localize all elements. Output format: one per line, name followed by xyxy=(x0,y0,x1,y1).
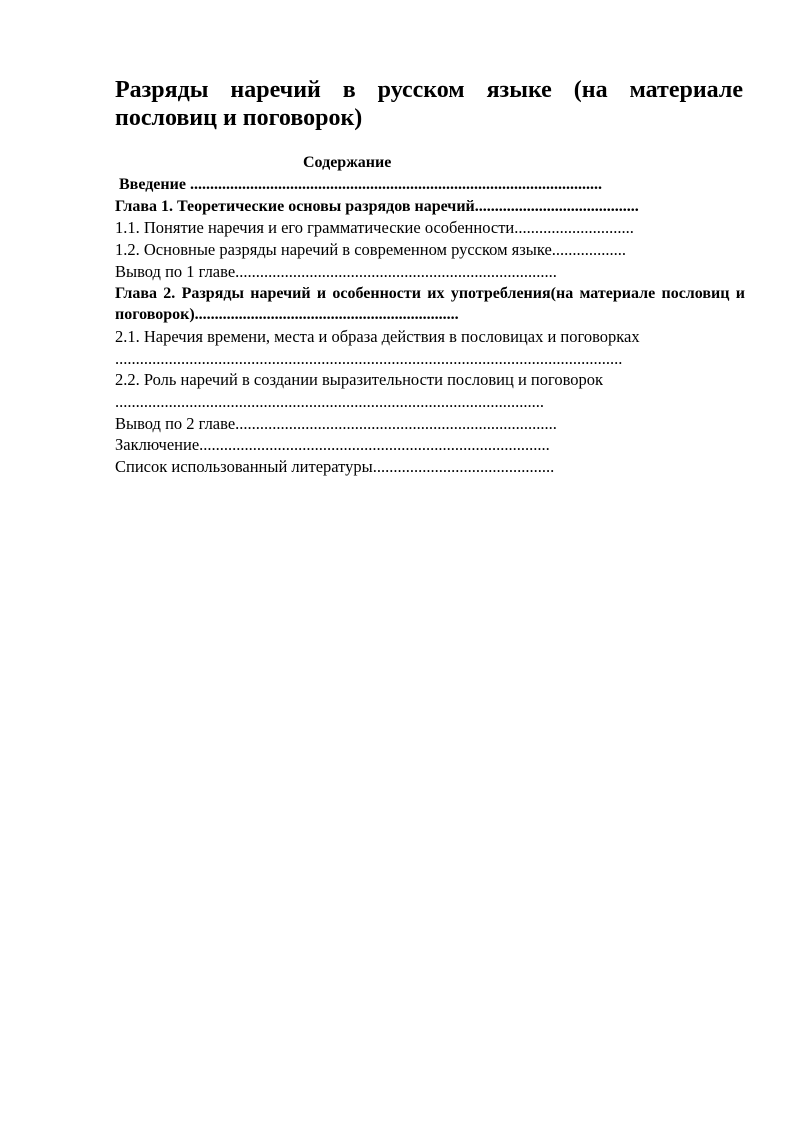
toc-entry-conclusion-chapter-1: Вывод по 1 главе.............................................................................. xyxy=(115,261,557,281)
toc-leader-section-2-2: ........................................................................................................ xyxy=(115,392,544,412)
toc-entry-section-2-2: 2.2. Роль наречий в создании выразительности пословиц и поговорок xyxy=(115,370,604,390)
toc-entry-chapter-2: Глава 2. Разряды наречий и особенности их употребления(на материале пословиц и поговорок).................................................................. xyxy=(115,284,745,324)
toc-entry-section-2-1: 2.1. Наречия времени, места и образа действия в пословицах и поговорках xyxy=(115,326,640,346)
toc-entry-introduction: Введение ....................................................................................................... xyxy=(119,176,602,193)
toc-entry-section-1-2: 1.2. Основные разряды наречий в современном русском языке.................. xyxy=(115,240,627,260)
toc-entry-conclusion-chapter-2: Вывод по 2 главе.............................................................................. xyxy=(115,413,557,433)
toc-entry-chapter-1: Глава 1. Теоретические основы разрядов наречий......................................... xyxy=(115,197,639,215)
toc-entry-conclusion: Заключение..................................................................................... xyxy=(115,435,550,455)
toc-leader-section-2-1: ........................................................................................................................... xyxy=(115,348,623,368)
table-of-contents xyxy=(115,152,745,478)
toc-heading: Содержание xyxy=(303,154,392,171)
toc-entry-section-1-1: 1.1. Понятие наречия и его грамматические особенности............................. xyxy=(115,218,634,238)
document-title: Разряды наречий в русском языке (на материале пословиц и поговорок) xyxy=(115,77,743,131)
toc-entry-bibliography: Список использованный литературы............................................ xyxy=(115,457,555,477)
